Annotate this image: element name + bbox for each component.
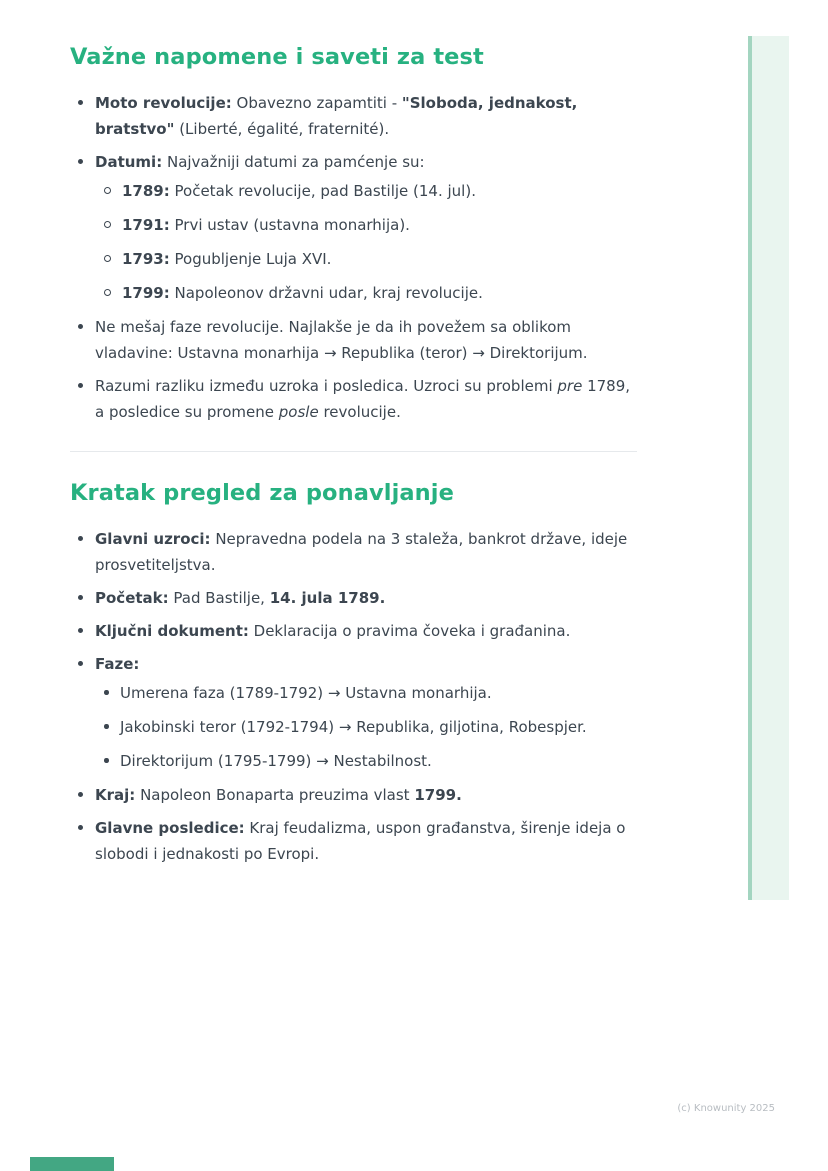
- item-text: Napoleon Bonaparta preuzima vlast: [135, 786, 415, 804]
- item-text: Nepravedna podela na 3 staleža, bankrot države, ideje prosvetiteljstva.: [95, 530, 628, 574]
- phases-sublist: [95, 680, 637, 774]
- item-text: Prvi ustav (ustavna monarhija).: [169, 216, 410, 234]
- item-label: 1799:: [122, 284, 170, 302]
- notes-list: [70, 90, 637, 425]
- item-text: Obavezno zapamtiti -: [231, 94, 402, 112]
- list-item: [70, 314, 637, 366]
- item-text: Kraj feudalizma, uspon građanstva, širenje ideja o slobodi i jednakosti po Evropi.: [95, 819, 626, 863]
- list-item: [70, 526, 637, 578]
- list-item: [95, 212, 637, 238]
- section-divider: [70, 451, 637, 452]
- item-text: Ne mešaj faze revolucije. Najlakše je da ih povežem sa oblikom vladavine: Ustavna monarhija → Republika (teror) → Direktorijum.: [95, 318, 588, 362]
- list-item: [95, 280, 637, 306]
- next-page-sliver: [30, 1157, 114, 1171]
- item-bold-text: "Sloboda, jednakost, bratstvo": [95, 94, 578, 138]
- item-text: Najvažniji datumi za pamćenje su:: [162, 153, 425, 171]
- item-text: (Liberté, égalité, fraternité).: [174, 120, 390, 138]
- item-text: Direktorijum (1795-1799) → Nestabilnost.: [120, 752, 432, 770]
- item-text: Početak revolucije, pad Bastilje (14. jul).: [169, 182, 476, 200]
- list-item: [70, 815, 637, 867]
- page-edge-stripe: [748, 36, 789, 900]
- section-title-review: Kratak pregled za ponavljanje: [70, 480, 454, 506]
- list-item: [95, 246, 637, 272]
- list-item: [95, 178, 637, 204]
- item-label: Kraj:: [95, 786, 136, 804]
- item-bold-text: 14. jula 1789.: [269, 589, 386, 607]
- item-text: Pogubljenje Luja XVI.: [169, 250, 332, 268]
- item-text: Jakobinski teror (1792-1794) → Republika, giljotina, Robespjer.: [120, 718, 587, 736]
- section-title-notes: Važne napomene i saveti za test: [70, 44, 484, 70]
- item-label: Datumi:: [95, 153, 163, 171]
- item-italic-text: pre: [557, 377, 583, 395]
- document-page: [70, 44, 637, 874]
- list-item: [70, 585, 637, 611]
- item-text: Razumi razliku između uzroka i posledica. Uzroci su problemi: [95, 377, 558, 395]
- list-item: [70, 618, 637, 644]
- list-item: [95, 680, 637, 706]
- review-list: [70, 526, 637, 867]
- list-item: [70, 90, 637, 142]
- list-item: [95, 748, 637, 774]
- item-italic-text: posle: [278, 403, 319, 421]
- item-label: Moto revolucije:: [95, 94, 232, 112]
- item-label: Ključni dokument:: [95, 622, 249, 640]
- item-text: Deklaracija o pravima čoveka i građanina.: [248, 622, 571, 640]
- list-item: [70, 782, 637, 808]
- item-label: Početak:: [95, 589, 169, 607]
- item-label: 1791:: [122, 216, 170, 234]
- item-label: Glavni uzroci:: [95, 530, 211, 548]
- item-text: revolucije.: [318, 403, 401, 421]
- item-text: 1789, a posledice su promene: [95, 377, 631, 421]
- item-bold-text: 1799.: [414, 786, 462, 804]
- list-item: [70, 373, 637, 425]
- item-text: Napoleonov državni udar, kraj revolucije.: [169, 284, 483, 302]
- item-label: 1789:: [122, 182, 170, 200]
- list-item: [70, 149, 637, 306]
- item-label: Glavne posledice:: [95, 819, 245, 837]
- item-label: Faze:: [95, 655, 140, 673]
- item-label: 1793:: [122, 250, 170, 268]
- item-text: Pad Bastilje,: [168, 589, 270, 607]
- footer-credit: (c) Knowunity 2025: [677, 1103, 775, 1114]
- item-text: Umerena faza (1789-1792) → Ustavna monarhija.: [120, 684, 492, 702]
- dates-sublist: [95, 178, 637, 306]
- list-item: [95, 714, 637, 740]
- list-item: [70, 651, 637, 774]
